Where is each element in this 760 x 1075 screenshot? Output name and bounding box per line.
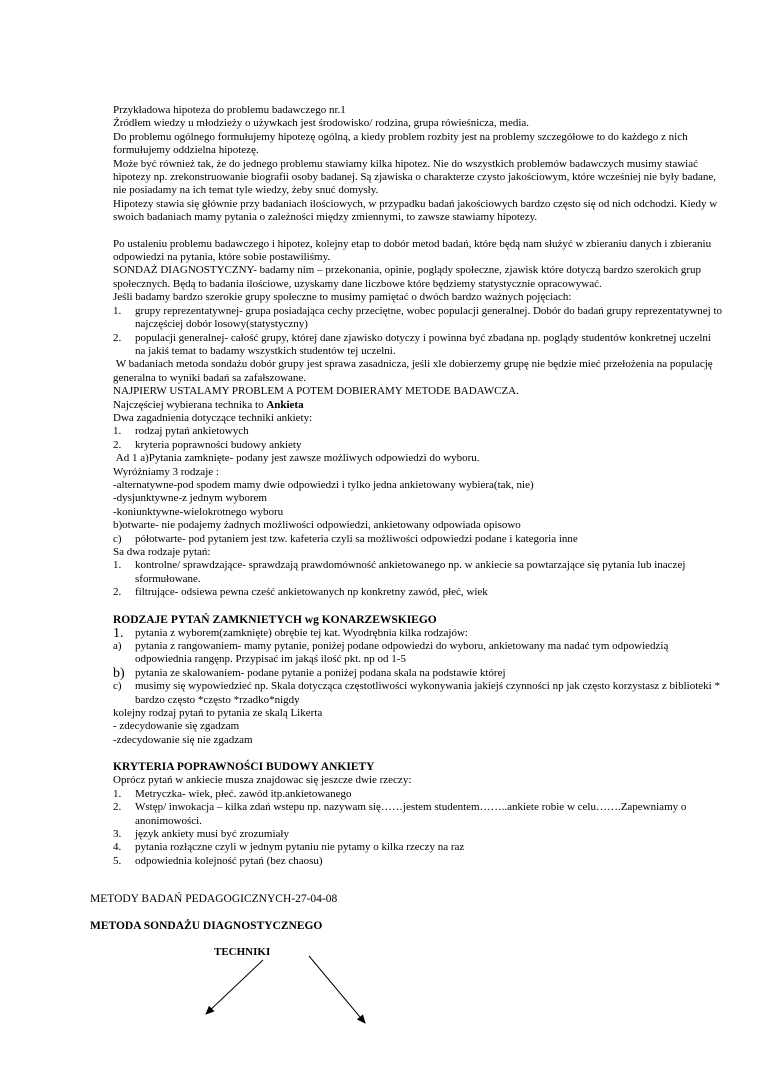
list-item: 2. kryteria poprawności budowy ankiety xyxy=(113,438,302,451)
paragraph: Jeśli badamy bardzo szerokie grupy społeczne to musimy pamiętać o dwóch bardzo ważnych pojęciach: xyxy=(113,291,572,304)
list-item: c) musimy się wypowiedzieć np. Skala dotycząca częstotliwości wykonywania jakiejś czynności np jak często korzystasz z biblioteki * bardzo często *często *rzadko*nigdy xyxy=(113,680,720,706)
list-item: 1. kontrolne/ sprawdzające- sprawdzają prawdomówność ankietowanego np. w ankiecie sa powtarzające się pytania lub inaczej sformułowane. xyxy=(113,559,686,585)
paragraph: SONDAŻ DIAGNOSTYCZNY- badamy nim – przekonania, opinie, poglądy społeczne, zjawisk które dotyczą bardzo szerokich grup społecznych. Będą to badania ilościowe, uzyskamy dane liczbowe które będziemy statystycznie opracowywać. xyxy=(113,264,702,290)
paragraph: Ad 1 a)Pytania zamknięte- podany jest zawsze możliwych odpowiedzi do wyboru. xyxy=(113,452,480,465)
method-title: METODA SONDAŻU DIAGNOSTYCZNEGO xyxy=(90,920,323,932)
paragraph: Dwa zagadnienia dotyczące techniki ankiety: xyxy=(113,411,313,424)
lecture-title: METODY BADAŃ PEDAGOGICZNYCH-27-04-08 xyxy=(90,893,338,905)
right-arrow xyxy=(309,956,365,1023)
list-item: a) pytania z rangowaniem- mamy pytanie, poniżej podane odpowiedzi do wyboru, ankietowany ma nadać tym odpowiedzią odpowiednia rangęnp. Przypisać im jakąś ilość pkt. np od 1-5 xyxy=(113,640,669,666)
list-item: 2. filtrujące- odsiewa pewna cześć ankietowanych np konkretny zawód, płeć, wiek xyxy=(113,586,488,599)
paragraph: NAJPIERW USTALAMY PROBLEM A POTEM DOBIERAMY METODE BADAWCZA. xyxy=(113,385,519,398)
list-item: b) pytania ze skalowaniem- podane pytanie a poniżej podana skala na podstawie której xyxy=(113,665,506,681)
section-heading: KRYTERIA POPRAWNOŚCI BUDOWY ANKIETY xyxy=(113,761,375,774)
paragraph: -koniunktywne-wielokrotnego wyboru xyxy=(113,505,284,518)
paragraph: - zdecydowanie się zgadzam xyxy=(113,720,240,733)
paragraph: Oprócz pytań w ankiecie musza znajdowac się jeszcze dwie rzeczy: xyxy=(113,774,412,787)
list-item: c) półotwarte- pod pytaniem jest tzw. kafeteria czyli sa możliwości odpowiedzi podane i kategoria inne xyxy=(113,532,578,545)
list-item: 3. język ankiety musi być zrozumiały xyxy=(113,827,289,840)
paragraph: -alternatywne-pod spodem mamy dwie odpowiedzi i tylko jedna ankietowany wybiera(tak, nie) xyxy=(113,478,534,491)
list-item: 1. Metryczka- wiek, płeć. zawód itp.ankietowanego xyxy=(113,787,352,800)
paragraph: Wyróżniamy 3 rodzaje : xyxy=(113,465,219,478)
list-item: 2. populacji generalnej- całość grupy, której dane zjawisko dotyczy i powinna być zbadana np. poglądy studentów konkretnej uczelni na jakiś temat to badamy wszystkich studentów tej uczelni. xyxy=(113,331,711,357)
paragraph: W badaniach metoda sondażu dobór grupy jest sprawa zasadnicza, jeśli xle dobierzemy grupę nie będzie mieć przełożenia na populację generalna to wyniki badań sa zafałszowane. xyxy=(113,358,716,384)
intro-paragraph: Przykładowa hipoteza do problemu badawczego nr.1 xyxy=(113,104,346,116)
intro-paragraph: Hipotezy stawia się głównie przy badaniach ilościowych, w przypadku badań jakościowych bardzo często się od nich odchodzi. Kiedy w swoich badaniach mamy pytania o zależności między zmiennymi, to zawsze stawiamy hipotezy. xyxy=(113,197,718,224)
paragraph: kolejny rodzaj pytań to pytania ze skalą Likerta xyxy=(113,707,323,720)
left-arrow xyxy=(206,960,263,1014)
paragraph: -dysjunktywne-z jednym wyborem xyxy=(113,492,267,505)
list-item: 1. grupy reprezentatywnej- grupa posiadająca cechy przeciętne, wobec populacji generalnej. Dobór do badań grupy reprezentatywnej to najczęściej dobór losowy(statystyczny) xyxy=(113,304,723,331)
list-item: 1. rodzaj pytań ankietowych xyxy=(113,425,249,438)
list-item: 2. Wstęp/ inwokacja – kilka zdań wstepu np. nazywam się……jestem studentem……..ankiete robie w celu…….Zapewniamy o anonimowości. xyxy=(113,801,687,827)
list-item: 1. pytania z wyborem(zamknięte) obrębie tej kat. Wyodrębnia kilka rodzajów: xyxy=(113,625,468,641)
technique-name: Ankieta xyxy=(266,398,304,411)
list-item: 5. odpowiednia kolejność pytań (bez chaosu) xyxy=(113,854,323,867)
paragraph: Po ustaleniu problemu badawczego i hipotez, kolejny etap to dobór metod badań, które będą nam służyć w zbieraniu danych i zbieraniu odpowiedzi na pytania, które sobie postawiliśmy. xyxy=(113,237,712,264)
paragraph: Najczęściej wybierana technika to Ankieta xyxy=(113,398,304,411)
intro-paragraph: Może być również tak, że do jednego problemu stawiamy kilka hipotez. Nie do wszystkich problemów badawczych musimy stawiać hipotezy np. zrekonstruowanie biografii osoby badanej. Są zjawiska o charakterze czysto jakościowym, które wcześniej nie były badane, nie posiadamy na ich temat tyle wiedzy, żeby snuć domysły. xyxy=(113,157,716,197)
section-heading: RODZAJE PYTAŃ ZAMKNIETYCH wg KONARZEWSKIEGO xyxy=(113,613,437,626)
intro-paragraph: Źródłem wiedzy u młodzieży o używkach jest środowisko/ rodzina, grupa rówieśnicza, media. xyxy=(113,117,530,130)
diagram-label: TECHNIKI xyxy=(214,946,271,958)
list-item: 4. pytania rozłączne czyli w jednym pytaniu nie pytamy o kilka rzeczy na raz xyxy=(113,841,465,854)
paragraph: Sa dwa rodzaje pytań: xyxy=(113,546,211,558)
intro-paragraph: Do problemu ogólnego formułujemy hipotezę ogólną, a kiedy problem rozbity jest na problemy szczegółowe to do każdego z nich formułujemy oddzielna hipotezę. xyxy=(113,130,688,157)
paragraph: -zdecydowanie się nie zgadzam xyxy=(113,733,253,746)
paragraph: b)otwarte- nie podajemy żadnych możliwości odpowiedzi, ankietowany odpowiada opisowo xyxy=(113,519,521,532)
